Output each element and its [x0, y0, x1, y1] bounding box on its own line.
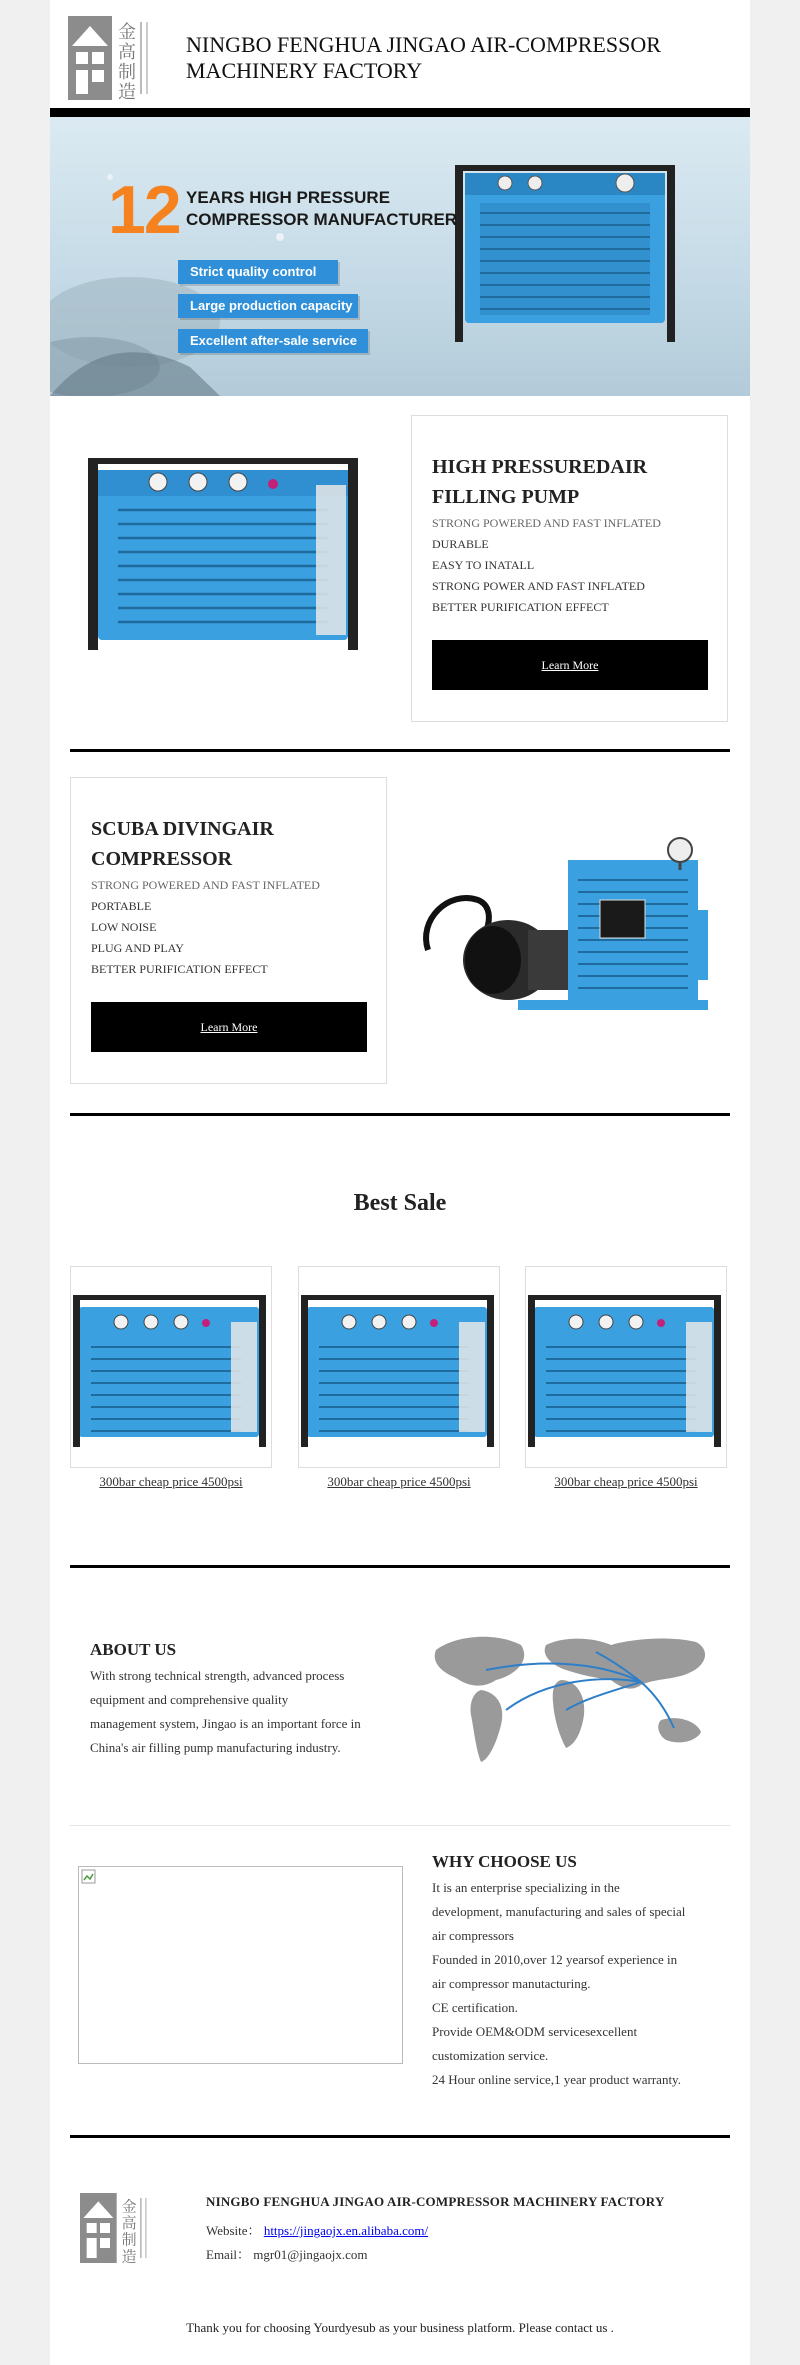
- product-title: SCUBA DIVINGAIR COMPRESSOR: [91, 818, 274, 870]
- banner-background-art: [50, 117, 750, 396]
- why-text-line: air compressor manutacturing.: [432, 1976, 591, 1991]
- section-divider: [70, 2135, 730, 2138]
- product-feature: DURABLE: [432, 537, 489, 551]
- banner-bullet: Large production capacity: [178, 294, 358, 318]
- thanks-message: Thank you for choosing Yourdyesub as your business platform. Please contact us .: [186, 2320, 614, 2335]
- about-title: ABOUT US: [90, 1640, 177, 1659]
- footer-email: mgr01@jingaojx.com: [253, 2247, 368, 2262]
- learn-more-button[interactable]: Learn More: [91, 1002, 367, 1052]
- world-map-image: [426, 1620, 716, 1770]
- product-subtitle: STRONG POWERED AND FAST INFLATED: [432, 516, 661, 530]
- product-feature: LOW NOISE: [91, 920, 157, 934]
- why-title: WHY CHOOSE US: [432, 1852, 577, 1871]
- best-sale-product-link[interactable]: 300bar cheap price 4500psi: [327, 1474, 471, 1489]
- logo-char: 金: [118, 22, 136, 43]
- logo-char: 造: [121, 2247, 137, 2266]
- hero-banner: [50, 117, 750, 396]
- why-text-line: CE certification.: [432, 2000, 518, 2015]
- section-divider: [70, 1825, 730, 1826]
- product-thumbnail: [299, 1267, 499, 1467]
- learn-more-button[interactable]: Learn More: [432, 640, 708, 690]
- why-text: [432, 1876, 712, 2092]
- why-text-line: air compressors: [432, 1928, 514, 1943]
- why-text-line: 24 Hour online service,1 year product warranty.: [432, 2072, 681, 2087]
- product-subtitle: STRONG POWERED AND FAST INFLATED: [91, 878, 320, 892]
- why-text-line: development, manufacturing and sales of special: [432, 1904, 686, 1919]
- best-sale-product-card[interactable]: [298, 1266, 500, 1468]
- best-sale-product-link[interactable]: 300bar cheap price 4500psi: [554, 1474, 698, 1489]
- company-title: NINGBO FENGHUA JINGAO AIR-COMPRESSOR MACHINERY FACTORY: [186, 32, 661, 83]
- about-text-line: equipment and comprehensive quality: [90, 1692, 289, 1707]
- banner-bullet: Strict quality control: [178, 260, 338, 284]
- footer-website-row: [206, 2220, 428, 2239]
- about-text-line: With strong technical strength, advanced process: [90, 1668, 345, 1683]
- logo-char: 造: [118, 82, 136, 100]
- logo-char: 金: [121, 2197, 137, 2216]
- product-feature: EASY TO INATALL: [432, 558, 535, 572]
- section-divider: [70, 1113, 730, 1116]
- logo-char: 高: [118, 42, 136, 63]
- best-sale-product-link[interactable]: 300bar cheap price 4500psi: [99, 1474, 243, 1489]
- product-feature: STRONG POWER AND FAST INFLATED: [432, 579, 645, 593]
- section-divider: [70, 749, 730, 752]
- product-card-scuba-compressor: [70, 777, 387, 1084]
- footer-logo: [80, 2186, 160, 2270]
- header-divider: [50, 108, 750, 117]
- section-divider: [70, 1565, 730, 1568]
- why-text-line: Founded in 2010,over 12 yearsof experience in: [432, 1952, 678, 1967]
- about-text: [90, 1664, 390, 1760]
- banner-headline-line: YEARS HIGH PRESSURE: [186, 188, 391, 207]
- footer-website-label: Website：: [206, 2223, 261, 2238]
- footer-email-row: [206, 2244, 367, 2263]
- broken-image-placeholder: [78, 1866, 403, 2064]
- product-title: HIGH PRESSUREDAIR FILLING PUMP: [432, 456, 648, 508]
- product-feature: PLUG AND PLAY: [91, 941, 184, 955]
- why-text-line: Provide OEM&ODM servicesexcellent: [432, 2024, 638, 2039]
- company-logo: [68, 16, 164, 100]
- product-feature: PORTABLE: [91, 899, 152, 913]
- banner-years: 12: [108, 172, 180, 248]
- product-thumbnail: [71, 1267, 271, 1467]
- why-text-line: customization service.: [432, 2048, 549, 2063]
- why-text-line: It is an enterprise specializing in the: [432, 1880, 620, 1895]
- broken-image-icon: [81, 1869, 97, 1885]
- product-feature: BETTER PURIFICATION EFFECT: [91, 962, 268, 976]
- product-thumbnail: [526, 1267, 726, 1467]
- product-image-scuba-compressor[interactable]: [418, 830, 728, 1030]
- logo-char: 高: [121, 2214, 137, 2232]
- email-page: [50, 0, 750, 2365]
- product-image-filling-pump[interactable]: [78, 430, 378, 660]
- banner-headline-line: COMPRESSOR MANUFACTURER: [186, 210, 458, 229]
- banner-headline: [186, 187, 486, 231]
- footer-website-link[interactable]: https://jingaojx.en.alibaba.com/: [263, 2223, 429, 2238]
- product-feature: BETTER PURIFICATION EFFECT: [432, 600, 609, 614]
- footer-email-label: Email：: [206, 2247, 251, 2262]
- product-card-filling-pump: [411, 415, 728, 722]
- logo-char: 制: [118, 62, 136, 83]
- logo-char: 制: [121, 2230, 137, 2249]
- best-sale-title: Best Sale: [353, 1190, 447, 1216]
- banner-bullet: Excellent after-sale service: [178, 329, 368, 353]
- header: [50, 0, 750, 108]
- best-sale-product-card[interactable]: [70, 1266, 272, 1468]
- about-text-line: management system, Jingao is an important force in: [90, 1716, 361, 1731]
- best-sale-product-card[interactable]: [525, 1266, 727, 1468]
- footer-company-name: NINGBO FENGHUA JINGAO AIR-COMPRESSOR MACHINERY FACTORY: [206, 2194, 665, 2209]
- about-text-line: China's air filling pump manufacturing industry.: [90, 1740, 341, 1755]
